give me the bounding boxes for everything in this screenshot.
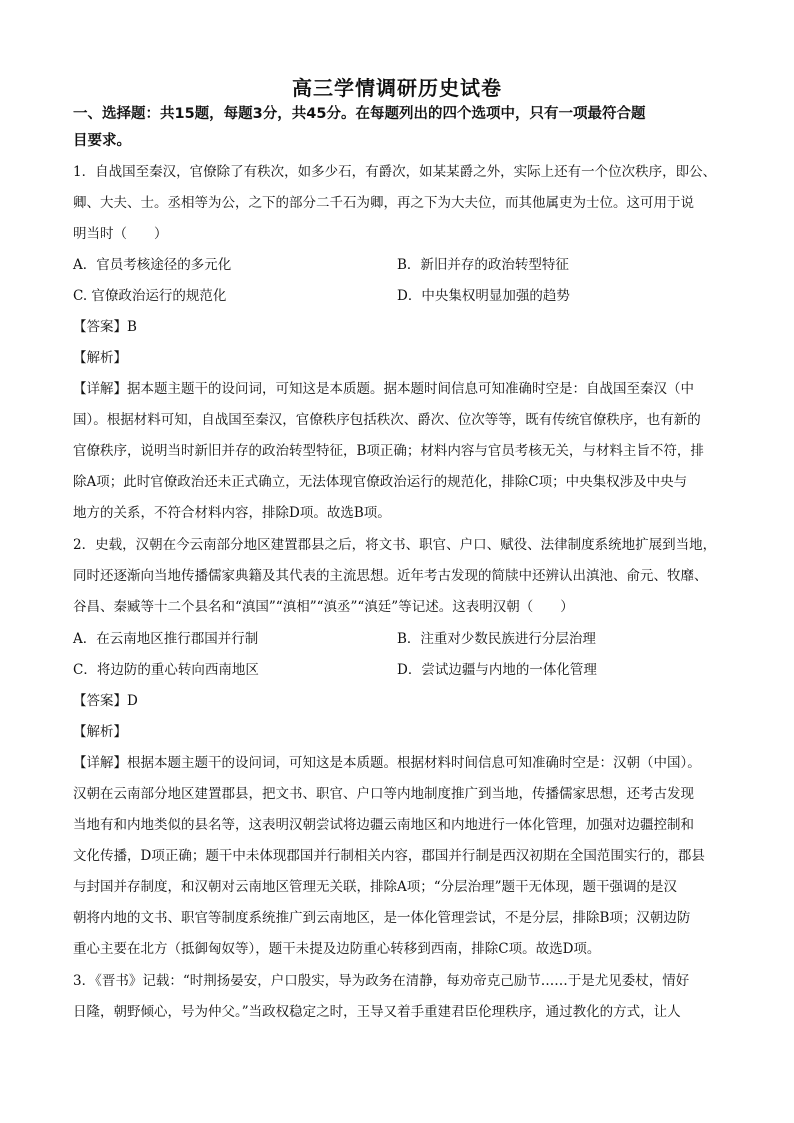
- q1-detail-line-1: 【详解】据本题主题干的设问词，可知这是本质题。据本题时间信息可知准确时空是：自战国至秦汉（中: [73, 381, 694, 397]
- q2-stem-line-2: 同时还逐渐向当地传播儒家典籍及其代表的主流思想。近年考古发现的简牍中还辨认出滇池、俞元、牧靡、: [73, 568, 708, 584]
- q1-answer: 【答案】B: [73, 319, 137, 335]
- q2-answer: 【答案】D: [73, 693, 138, 709]
- q1-option-c: C. 官僚政治运行的规范化: [73, 288, 227, 304]
- q1-detail-line-4: 除A项；此时官僚政治还未正式确立，无法体现官僚政治运行的规范化，排除C项；中央集权涉及中央与: [73, 474, 688, 490]
- q2-detail-line-2: 汉朝在云南部分地区建置郡县，把文书、职官、户口等内地制度推广到当地，传播儒家思想，还考古发现: [73, 786, 694, 802]
- q2-detail-line-5: 与封国并存制度，和汉朝对云南地区管理无关联，排除A项；“分层治理”题干无体现，题干强调的是汉: [73, 879, 678, 895]
- q1-detail-line-3: 官僚秩序，说明当时新旧并存的政治转型特征，B项正确；材料内容与官员考核无关，与材料主旨不符，排: [73, 443, 704, 459]
- q2-option-d: D．尝试边疆与内地的一体化管理: [397, 662, 597, 678]
- q3-stem-line-2: 日隆，朝野倾心，号为仲父。”当政权稳定之时，王导又着手重建君臣伦理秩序，通过教化的方式，让人: [73, 1004, 681, 1020]
- q2-option-b: B．注重对少数民族进行分层治理: [397, 631, 596, 647]
- q1-analysis-label: 【解析】: [73, 350, 127, 366]
- q2-option-a: A．在云南地区推行郡国并行制: [73, 631, 259, 647]
- q1-option-d: D．中央集权明显加强的趋势: [397, 288, 570, 304]
- q1-detail-line-2: 国）。根据材料可知，自战国至秦汉，官僚秩序包括秩次、爵次、位次等等，既有传统官僚秩序，也有新的: [73, 412, 701, 428]
- q1-stem-line-3: 明当时（ ）: [73, 226, 168, 242]
- q2-option-c: C．将边防的重心转向西南地区: [73, 662, 259, 678]
- q2-detail-line-6: 朝将内地的文书、职官等制度系统推广到云南地区，是一体化管理尝试，不是分层，排除B项；汉朝边防: [73, 910, 691, 926]
- q2-detail-line-4: 文化传播，D项正确；题干中未体现郡国并行制相关内容，郡国并行制是西汉初期在全国范围实行的，郡县: [73, 848, 705, 864]
- q3-stem-line-1: 3．《晋书》记载：“时荆扬晏安，户口殷实，导为政务在清静，每劝帝克己励节……于是尤见委杖，情好: [73, 973, 690, 989]
- q2-detail-line-7: 重心主要在北方（抵御匈奴等），题干未提及边防重心转移到西南，排除C项。故选D项。: [73, 941, 601, 957]
- q2-analysis-label: 【解析】: [73, 724, 127, 740]
- q1-stem-line-2: 卿、大夫、士。丞相等为公，之下的部分二千石为卿，再之下为大夫位，而其他属吏为士位。这可用于说: [73, 195, 694, 211]
- q1-detail-line-5: 地方的关系，不符合材料内容，排除D项。故选B项。: [73, 505, 391, 521]
- q2-stem-line-1: 2．史载，汉朝在今云南部分地区建置郡县之后，将文书、职官、户口、赋役、法律制度系统地扩展到当地，: [73, 537, 717, 553]
- q2-detail-line-3: 当地有和内地类似的县名等，这表明汉朝尝试将边疆云南地区和内地进行一体化管理，加强对边疆控制和: [73, 817, 694, 833]
- section-heading-cont: 目要求。: [73, 133, 131, 149]
- section-heading: 一、选择题：共15题，每题3分，共45分。在每题列出的四个选项中，只有一项最符合题: [73, 106, 646, 122]
- q2-detail-line-1: 【详解】根据本题主题干的设问词，可知这是本质题。根据材料时间信息可知准确时空是：汉朝（中国）。: [73, 755, 701, 771]
- q1-option-b: B．新旧并存的政治转型特征: [397, 257, 569, 273]
- q1-option-a: A．官员考核途径的多元化: [73, 257, 232, 273]
- page-title: 高三学情调研历史试卷: [292, 76, 502, 100]
- q1-stem-line-1: 1．自战国至秦汉，官僚除了有秩次，如多少石，有爵次，如某某爵之外，实际上还有一个位次秩序，即公、: [73, 164, 717, 180]
- q2-stem-line-3: 谷昌、秦臧等十二个县名和“滇国”“滇相”“滇丞”“滇廷”等记述。这表明汉朝（ ）: [73, 599, 574, 615]
